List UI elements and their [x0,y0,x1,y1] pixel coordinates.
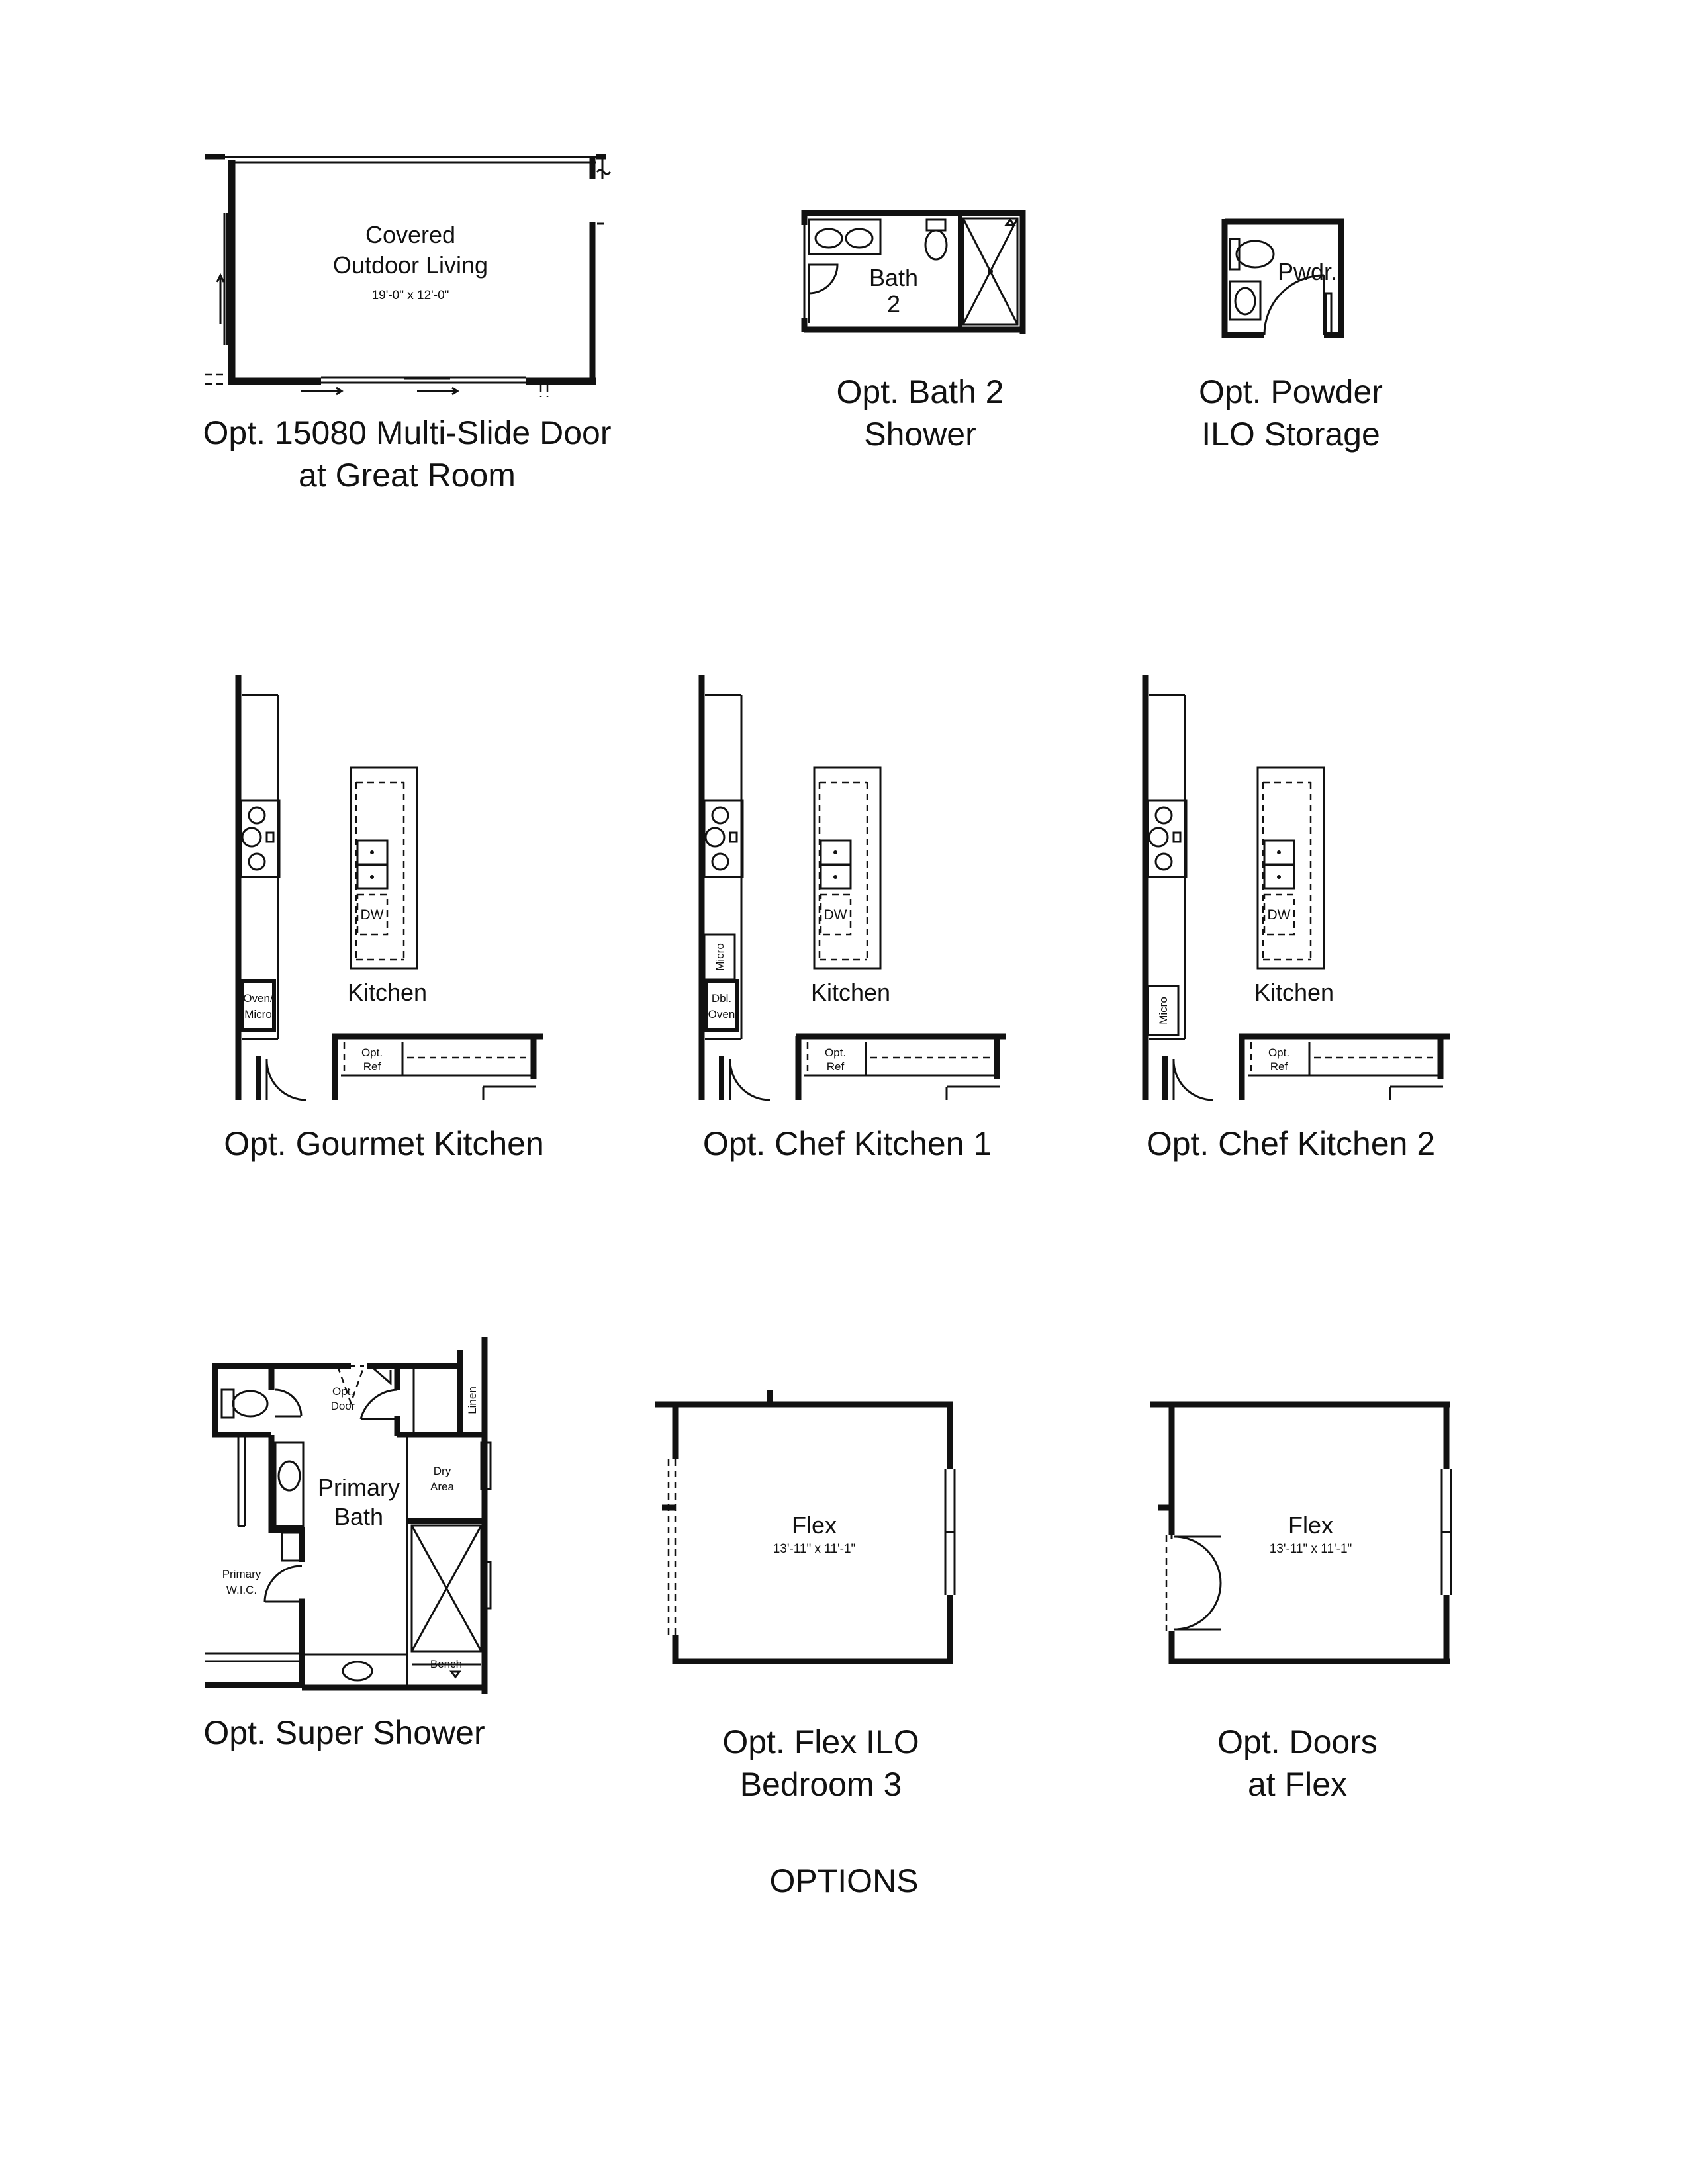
caption-bath2-shower [768,371,1072,455]
chef1-walls [702,675,1006,1100]
flex-label: Flex [1288,1512,1334,1539]
opt-ref-label-2: Ref [1270,1060,1288,1073]
oven-micro-label-1: Oven/ [243,992,273,1005]
caption-powder-ilo-storage [1139,371,1443,455]
caption-line: Opt. Chef Kitchen 2 [1146,1125,1436,1162]
linen-label: Linen [466,1387,479,1414]
opt-ref-label-2: Ref [826,1060,845,1073]
caption-line: Opt. Super Shower [203,1714,485,1751]
opt-ref-label-1: Opt. [824,1046,847,1059]
primary-bath-label-2: Bath [334,1503,384,1530]
caption-line: Bedroom 3 [739,1766,902,1803]
kitchen-label: Kitchen [347,979,428,1006]
plan-powder-ilo-storage [1218,215,1350,341]
bath2-label-1: Bath [868,264,919,291]
caption-line: at Great Room [299,457,516,494]
caption-line: Opt. Doors [1217,1723,1378,1760]
powder-label: Pwdr. [1277,258,1338,285]
plan-super-shower [199,1337,503,1707]
covered-outdoor-living-label-1: Covered [365,221,456,248]
dishwasher-label: DW [360,907,384,923]
caption-line: ILO Storage [1201,416,1380,453]
plan-doors-at-flex [1145,1377,1463,1674]
opt-door-label-1: Opt. [332,1385,354,1398]
caption-line: Opt. Chef Kitchen 1 [702,1125,992,1162]
caption-chef-kitchen-1 [662,1122,1033,1165]
caption-multi-slide-door [159,412,655,496]
dbl-oven-cabinet [706,981,737,1030]
plan-chef-kitchen-2 [1132,675,1450,1112]
bench-label: Bench [430,1658,463,1670]
chef2-walls [1145,675,1450,1100]
plan-multi-slide-door [192,146,622,397]
oven-micro-label-2: Micro [244,1008,272,1021]
primary-wic-label-2: W.I.C. [226,1584,258,1596]
covered-outdoor-living-dims: 19'-0" x 12'-0" [371,289,449,302]
plan-gourmet-kitchen [225,675,543,1112]
caption-flex-ilo-bedroom-3 [649,1721,993,1805]
flex-dims: 13'-11" x 11'-1" [1269,1542,1352,1556]
caption-line: Opt. Gourmet Kitchen [224,1125,544,1162]
caption-chef-kitchen-2 [1105,1122,1476,1165]
plan-chef-kitchen-1 [688,675,1006,1112]
dry-area-label-2: Area [430,1480,454,1493]
micro-label: Micro [1157,997,1170,1024]
caption-line: Opt. Bath 2 [836,373,1004,410]
plan-flex-ilo-bedroom-3 [649,1377,966,1674]
opt-ref-label-1: Opt. [1268,1046,1290,1059]
caption-line: Opt. Powder [1199,373,1383,410]
kitchen-label: Kitchen [810,979,891,1006]
flex-label: Flex [791,1512,837,1539]
micro-label: Micro [714,943,726,971]
opt-ref-label-1: Opt. [361,1046,383,1059]
opt-ref-label-2: Ref [363,1060,381,1073]
kitchen-label: Kitchen [1254,979,1335,1006]
oven-micro-cabinet [242,981,274,1030]
flex-dims: 13'-11" x 11'-1" [773,1542,856,1556]
plan-bath2-shower [794,205,1039,338]
dbl-oven-label-1: Dbl. [711,992,732,1005]
dishwasher-label: DW [823,907,847,923]
caption-gourmet-kitchen [199,1122,569,1165]
caption-line: Opt. Flex ILO [722,1723,919,1760]
dishwasher-label: DW [1267,907,1291,923]
page-title: OPTIONS [769,1862,919,1899]
caption-line: Shower [864,416,976,453]
covered-outdoor-living-label-2: Outdoor Living [332,251,489,279]
gourmet-walls [238,675,543,1100]
primary-bath-label-1: Primary [318,1474,400,1501]
caption-super-shower [172,1711,516,1754]
primary-wic-label-1: Primary [222,1568,261,1580]
bath2-label-2: 2 [886,291,901,318]
dbl-oven-label-2: Oven [708,1008,735,1021]
caption-line: Opt. 15080 Multi-Slide Door [203,414,612,451]
caption-doors-at-flex [1125,1721,1470,1805]
caption-line: at Flex [1247,1766,1348,1803]
opt-door-label-2: Door [330,1400,355,1412]
dry-area-label-1: Dry [433,1465,451,1477]
